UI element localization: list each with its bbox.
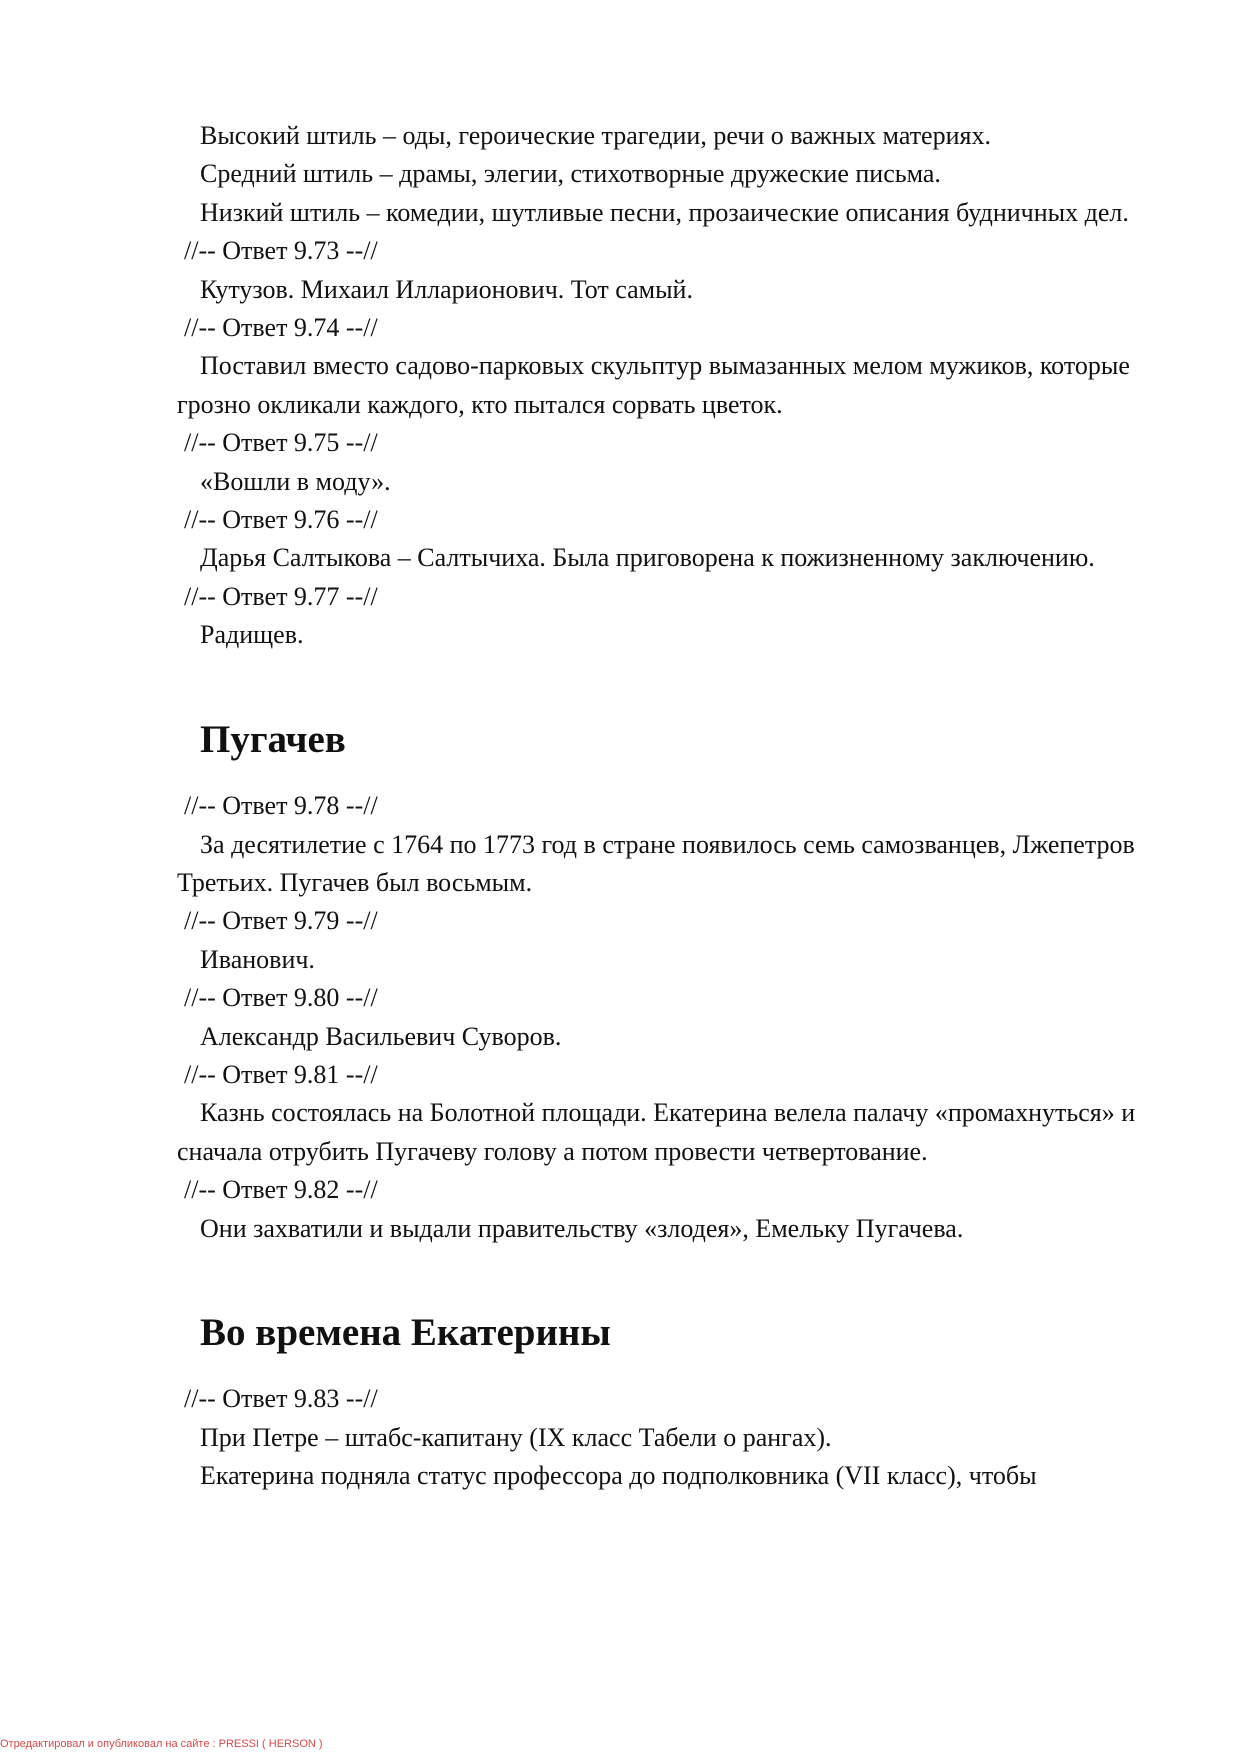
paragraph: За десятилетие с 1764 по 1773 год в стране появилось семь самозванцев, Лжепетров Третьих. Пугачев был восьмым. — [177, 829, 1135, 897]
paragraph: Александр Васильевич Суворов. — [200, 1021, 562, 1051]
paragraph: «Вошли в моду». — [200, 466, 391, 496]
section-heading: Во времена Екатерины — [200, 1310, 611, 1354]
answer-marker: //-- Ответ 9.82 --// — [184, 1175, 378, 1205]
paragraph: Высокий штиль – оды, героические трагедии, речи о важных материях. — [200, 121, 991, 150]
answer-marker: //-- Ответ 9.81 --// — [184, 1059, 378, 1089]
answer-marker: //-- Ответ 9.77 --// — [184, 581, 378, 611]
paragraph: Средний штиль – драмы, элегии, стихотворные дружеские письма. — [200, 159, 941, 189]
paragraph: Дарья Салтыкова – Салтычиха. Была приговорена к пожизненному заключению. — [200, 543, 1095, 573]
answer-marker: //-- Ответ 9.83 --// — [184, 1384, 378, 1414]
paragraph: Радищев. — [200, 620, 304, 650]
answer-marker: //-- Ответ 9.73 --// — [184, 236, 378, 266]
answer-marker: //-- Ответ 9.76 --// — [184, 505, 378, 535]
paragraph: Они захватили и выдали правительству «злодея», Емельку Пугачева. — [200, 1213, 964, 1243]
paragraph: Низкий штиль – комедии, шутливые песни, прозаические описания будничных дел. — [200, 197, 1129, 227]
answer-marker: //-- Ответ 9.74 --// — [184, 313, 378, 343]
paragraph: Казнь состоялась на Болотной площади. Екатерина велела палачу «промахнуться» и сначала отрубить Пугачеву голову а потом провести четвертование. — [177, 1098, 1136, 1166]
paragraph: Кутузов. Михаил Илларионович. Тот самый. — [200, 274, 693, 304]
section-heading: Пугачев — [200, 717, 346, 761]
answer-marker: //-- Ответ 9.80 --// — [184, 983, 378, 1013]
paragraph: Екатерина подняла статус профессора до подполковника (VII класс), чтобы — [200, 1461, 1037, 1491]
page-content — [177, 117, 1157, 1496]
paragraph: Иванович. — [200, 944, 315, 974]
paragraph: Поставил вместо садово-парковых скульптур вымазанных мелом мужиков, которые грозно окликали каждого, кто пытался сорвать цветок. — [177, 351, 1130, 419]
answer-marker: //-- Ответ 9.78 --// — [184, 791, 378, 821]
paragraph: При Петре – штабс-капитану (IX класс Табели о рангах). — [200, 1422, 832, 1452]
answer-marker: //-- Ответ 9.75 --// — [184, 428, 378, 458]
answer-marker: //-- Ответ 9.79 --// — [184, 906, 378, 936]
publisher-watermark: Отредактировал и опубликовал на сайте : PRESSI ( HERSON ) — [0, 1738, 323, 1750]
